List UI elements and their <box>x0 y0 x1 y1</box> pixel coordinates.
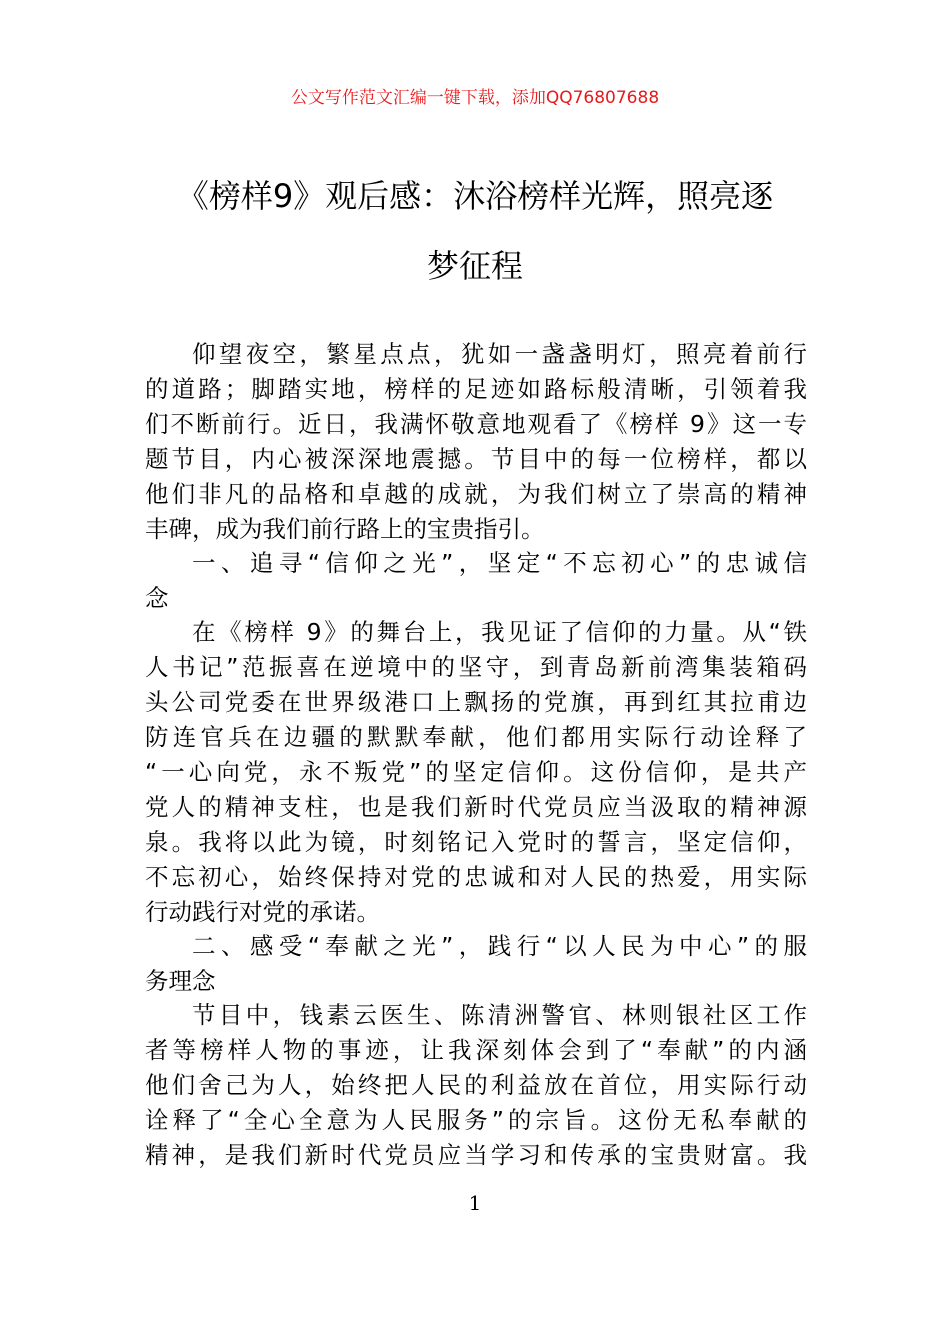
body-line: 的道路；脚踏实地，榜样的足迹如路标般清晰，引领着我 <box>145 375 807 403</box>
body-line: 防连官兵在边疆的默默奉献，他们都用实际行动诠释了 <box>145 723 807 751</box>
section-heading-2-cont: 务理念 <box>145 967 216 995</box>
page-number: 1 <box>468 1191 482 1215</box>
body-line: 不忘初心，始终保持对党的忠诚和对人民的热爱，用实际 <box>145 863 807 891</box>
body-line: 们不断前行。近日，我满怀敬意地观看了《榜样 9》这一专 <box>145 410 807 438</box>
body-line: 泉。我将以此为镜，时刻铭记入党时的誓言，坚定信仰， <box>145 828 807 856</box>
header-download-note: 公文写作范文汇编一键下载，添加QQ76807688 <box>290 88 660 108</box>
body-line: 头公司党委在世界级港口上飘扬的党旗，再到红其拉甫边 <box>145 688 807 716</box>
section-heading-1-cont: 念 <box>145 584 169 612</box>
section-heading-1: 一、追寻“信仰之光”，坚定“不忘初心”的忠诚信 <box>192 549 807 577</box>
document-title-line-2: 梦征程 <box>426 247 523 285</box>
body-line: 丰碑，成为我们前行路上的宝贵指引。 <box>145 515 545 543</box>
document-title-line-1: 《榜样9》观后感：沐浴榜样光辉，照亮逐 <box>176 177 774 215</box>
section-heading-2: 二、感受“奉献之光”，践行“以人民为中心”的服 <box>192 932 807 960</box>
body-line: 行动践行对党的承诺。 <box>145 898 380 926</box>
body-line: 他们非凡的品格和卓越的成就，为我们树立了崇高的精神 <box>145 480 807 508</box>
body-line: 节目中，钱素云医生、陈清洲警官、林则银社区工作 <box>192 1001 807 1029</box>
body-line: 仰望夜空，繁星点点，犹如一盏盏明灯，照亮着前行 <box>192 340 807 368</box>
body-line: 党人的精神支柱，也是我们新时代党员应当汲取的精神源 <box>145 793 807 821</box>
body-line: 在《榜样 9》的舞台上，我见证了信仰的力量。从“铁 <box>192 618 807 646</box>
body-line: 他们舍己为人，始终把人民的利益放在首位，用实际行动 <box>145 1071 807 1099</box>
body-line: 人书记”范振喜在逆境中的坚守，到青岛新前湾集装箱码 <box>145 653 807 681</box>
body-line: 诠释了“全心全意为人民服务”的宗旨。这份无私奉献的 <box>145 1106 807 1134</box>
body-line: 精神，是我们新时代党员应当学习和传承的宝贵财富。我 <box>145 1141 807 1169</box>
body-line: 题节目，内心被深深地震撼。节目中的每一位榜样，都以 <box>145 445 807 473</box>
body-line: 者等榜样人物的事迹，让我深刻体会到了“奉献”的内涵 <box>145 1036 807 1064</box>
body-line: “一心向党，永不叛党”的坚定信仰。这份信仰，是共产 <box>145 758 807 786</box>
